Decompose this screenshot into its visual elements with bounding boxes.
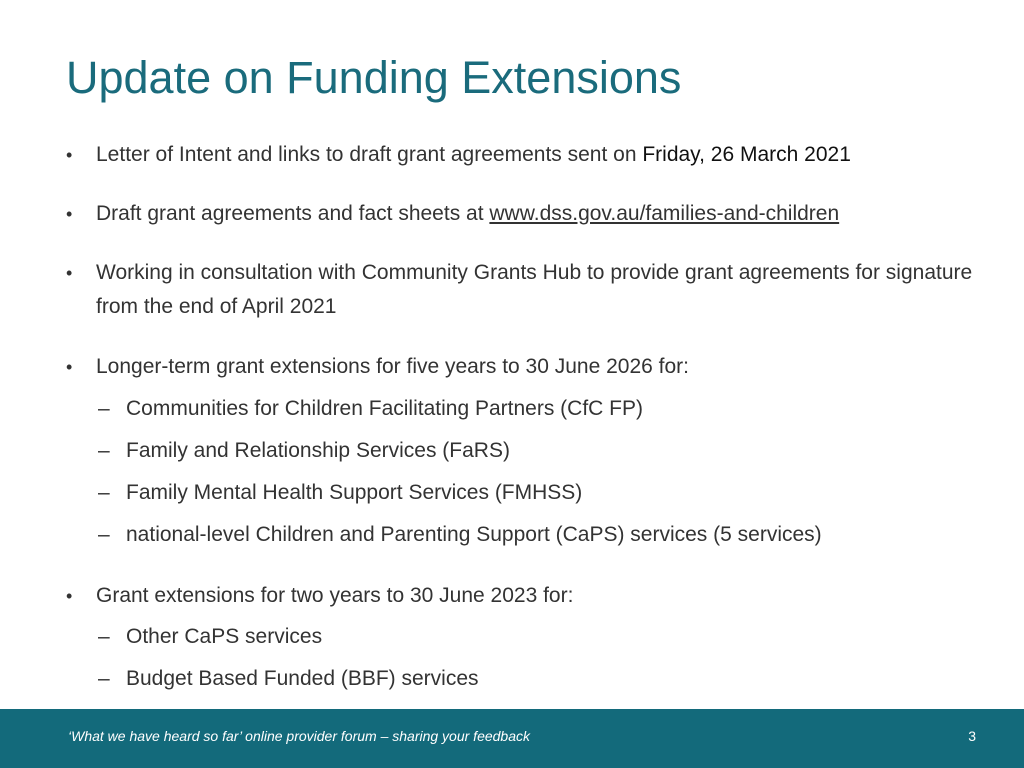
sub-item-text: Other CaPS services [126, 625, 323, 648]
bullet-text: Grant extensions for two years to 30 June 2023 for: [96, 584, 574, 607]
sub-item [98, 622, 322, 652]
bullet-icon: • [66, 357, 73, 377]
page-number: 3 [968, 728, 976, 744]
sub-item [98, 664, 479, 694]
date-emphasis: Friday, 26 March 2021 [642, 143, 851, 166]
dss-link[interactable]: www.dss.gov.au/families-and-children [489, 202, 840, 225]
bullet-text: Longer-term grant extensions for five years to 30 June 2026 for: [96, 355, 689, 378]
dash-icon: – [98, 481, 110, 504]
sub-item-text: Family Mental Health Support Services (FMHSS) [126, 481, 583, 504]
bullet-item [62, 138, 992, 172]
bullet-text: Draft grant agreements and fact sheets at www.dss.gov.au/families-and-children [96, 202, 840, 225]
sub-item [98, 394, 643, 424]
sub-item [98, 478, 582, 508]
bullet-text: Working in consultation with Community Grants Hub to provide grant agreements for signature from the end of April 2021 [96, 261, 973, 318]
bullet-item [62, 579, 992, 613]
bullet-icon: • [66, 263, 73, 283]
footer-caption: ‘What we have heard so far’ online provider forum – sharing your feedback [68, 728, 530, 744]
bullet-text: Letter of Intent and links to draft grant agreements sent on Friday, 26 March 2021 [96, 143, 851, 166]
sub-item [98, 436, 510, 466]
bullet-icon: • [66, 586, 73, 606]
bullet-item [62, 256, 992, 324]
dash-icon: – [98, 625, 110, 648]
sub-item-text: Budget Based Funded (BBF) services [126, 667, 479, 690]
sub-item-text: Communities for Children Facilitating Partners (CfC FP) [126, 397, 643, 420]
bullet-item [62, 350, 992, 384]
dash-icon: – [98, 667, 110, 690]
bullet-icon: • [66, 204, 73, 224]
dash-icon: – [98, 523, 110, 546]
dash-icon: – [98, 439, 110, 462]
bullet-icon: • [66, 145, 73, 165]
sub-item [98, 520, 822, 550]
footer-bar [0, 709, 1024, 768]
slide-title: Update on Funding Extensions [66, 52, 682, 103]
dash-icon: – [98, 397, 110, 420]
sub-item-text: Family and Relationship Services (FaRS) [126, 439, 510, 462]
sub-item-text: national-level Children and Parenting Support (CaPS) services (5 services) [126, 523, 822, 546]
bullet-item [62, 197, 992, 231]
